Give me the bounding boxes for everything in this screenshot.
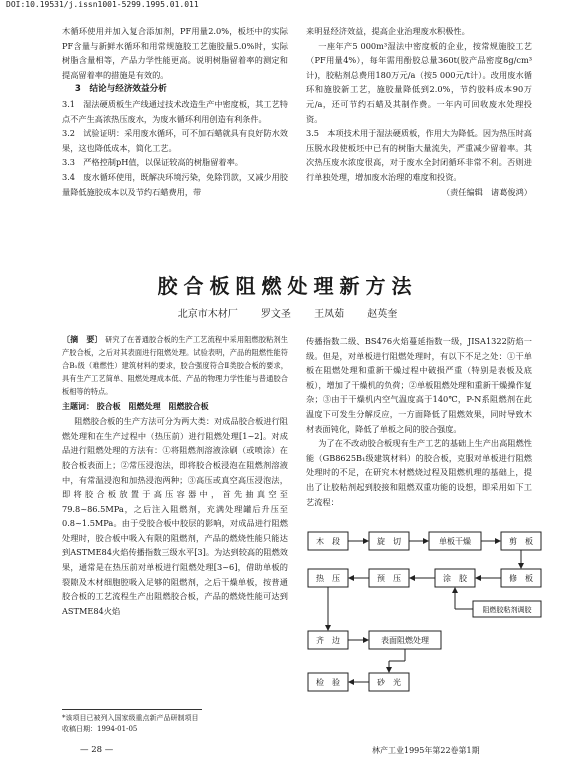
abstract xyxy=(62,334,288,399)
flow-label: 砂 光 xyxy=(377,678,401,687)
paragraph: 来明显经济效益，提高企业治理废水积极性。 xyxy=(306,26,470,36)
journal-footer: 林产工业1995年第22卷第1期 xyxy=(372,746,480,755)
paragraph: 3.5 本项技术用于湿法硬质板，作用大为降低。因为热压时高压脱水段使板坯中已有的树脂大量流失，严重减少留着率。其次热压废水浓度很高，对于废水全封闭循环非常不利。否则进行单独处理，增加废水治理的难度和投资。 xyxy=(306,128,532,182)
editor-note: （责任编辑 诸葛俊鸿） xyxy=(441,186,532,197)
flow-label: 剪 板 xyxy=(509,537,533,546)
flow-label: 旋 切 xyxy=(377,537,401,546)
article-title: 胶合板阻燃处理新方法 xyxy=(157,274,418,298)
flow-label: 检 验 xyxy=(316,678,340,687)
doi-header: DOI:10.19531/j.issn1001-5299.1995.01.011 xyxy=(6,0,199,9)
body-left-column xyxy=(62,334,288,618)
top-left-column xyxy=(62,24,288,199)
keywords-label: 主题词： xyxy=(62,401,94,411)
flow-label: 齐 边 xyxy=(316,636,340,645)
process-flowchart xyxy=(305,527,545,712)
flow-label: 单板干燥 xyxy=(439,537,471,546)
flow-label: 木 段 xyxy=(316,537,340,546)
flow-label: 预 压 xyxy=(377,574,401,583)
section-heading: 3 结论与经济效益分析 xyxy=(74,84,167,95)
paragraph: 木循环使用并加入复合添加剂，PF用量2.0%，板坯中的实际PF含量与新鲜水循环和用常规施胶工艺施胶量5.0%时，实际树脂含量相等，产品力学性能更高。说明树脂留着率的测定和提高留着率的措施是有效的。 xyxy=(62,26,288,80)
paragraph: 阻燃胶合板的生产方法可分为两大类：对成品胶合板进行阻燃处理和在生产过程中（热压前）进行阻燃处理[1~2]。对成品进行阻燃处理的方法有：①将阻燃剂溶液涂刷（或喷涂）在胶合板表面上；②常压浸泡法，即将胶合板浸泡在阻燃剂溶液中，有常温浸泡和加热浸泡两种；③高压或真空高压浸泡法，即将胶合板放置于高压容器中，首先抽真空至79.8~86.5MPa，之后注入阻燃剂，充满处理罐后升压至0.8~1.5MPa。由于受胶合板中胶层的影响，对成品进行阻燃处理时，胶合板中吸入有限的阻燃剂，产品的燃烧性能只能达到ASTME84火焰传播指数三级水平[3]。为达到较高的阻燃效果，通常是在热压前对单板进行阻燃处理[3~6]，借助单板的裂隙及木材细胞腔吸入足够的阻燃剂，之后干燥单板，按普通胶合板的工艺流程生产出阻燃胶合板，产品的燃烧性能可达到ASTME84火焰 xyxy=(62,416,288,616)
keywords-text: 胶合板 阻燃处理 阻燃胶合板 xyxy=(96,401,209,411)
flow-label: 阻燃胶粘剂调胶 xyxy=(482,606,532,614)
flow-label: 热 压 xyxy=(316,574,340,583)
abstract-text: 研究了在普通胶合板的生产工艺流程中采用阻燃胶粘剂生产胶合板，之后对其表面进行阻燃处理。试验表明，产品的阻燃性能符合B₁级（难燃性）建筑材料的要求，胶合强度符合Ⅱ类胶合板的要求，具有生产工艺简单、阻燃处理成本低、产品的物理力学性能与普通胶合板相等的特点。 xyxy=(62,335,288,396)
list-item: 3.1 湿法硬质板生产线通过技术改造生产中密度板，其工艺特点不产生高浓热压废水，为废水循环利用创造有利条件。 xyxy=(62,98,288,124)
list-item: 3.2 试验证明：采用废水循环，可不加石蜡就具有良好防水效果，这也降低成本，简化工艺。 xyxy=(62,128,288,153)
page-number: — 28 — xyxy=(80,745,114,755)
footnote-line: *该项目已被列入国家级重点新产品研制项目 xyxy=(62,714,199,722)
top-right-column xyxy=(306,24,532,199)
flow-label: 修 板 xyxy=(509,574,533,583)
affiliation: 北京市木材厂 xyxy=(177,309,238,320)
author-line xyxy=(0,305,575,320)
list-item: 3.3 严格控制pH值，以保证较高的树脂留着率。 xyxy=(62,157,243,168)
paragraph: 一座年产5 000m³湿法中密度板的企业，按常规施胶工艺（PF用量4%），每年需用酚胶总量360t(胶产品密度8g/cm³计)，胶粘剂总费用180万元/a（按5 000元/t计）。改用废水循环和施胶新工艺，施胶量降低到2.0%，节约胶料成本90万元/a，还可节约石蜡及其制作费。一年内可回收废水处理投资。 xyxy=(306,40,532,124)
footnote-rule xyxy=(62,709,202,710)
footnote-line: 收稿日期：1994-01-05 xyxy=(62,725,138,733)
author: 罗文圣 xyxy=(260,309,291,320)
keywords xyxy=(62,399,288,415)
paragraph: 为了在不改动胶合板现有生产工艺的基础上生产出高阻燃性能（GB8625B₁级建筑材料）的胶合板，克服对单板进行阻燃处理时的不足，在研究木材燃烧过程及阻燃机理的基础上，提出了让胶粘剂起到胶接和阻燃双重功能的设想，即采用如下工艺流程： xyxy=(306,438,532,507)
abstract-label: 〔摘 要〕 xyxy=(62,335,103,344)
author: 王凤茹 xyxy=(314,309,345,320)
list-item: 3.4 废水循环使用，既解决环境污染，免除罚款，又减少用胶量降低施胶成本以及节约石蜡费用，带 xyxy=(62,171,288,197)
paragraph: 传播指数二级、BS476火焰蔓延指数一级，JISA1322防焰一级。但是，对单板进行阻燃处理时，有以下不足之处：①干单板在阻燃处理和重新干燥过程中破损严重（特别是表板及底板），增加了干燥机的负荷；②单板阻燃处理和重新干燥操作复杂；③由于干燥机内空气温度高于140℃，P-N系阻燃剂在此温度下可发生分解反应，一方面降低了阻燃效果，同时导致木材表面钝化，降低了单板之间的胶合强度。 xyxy=(306,336,532,434)
body-right-column xyxy=(306,334,532,509)
flow-label: 涂 胶 xyxy=(443,574,467,583)
flow-label: 表面阻燃处理 xyxy=(381,636,429,645)
footnote xyxy=(62,713,199,735)
author: 赵英奎 xyxy=(367,309,398,320)
